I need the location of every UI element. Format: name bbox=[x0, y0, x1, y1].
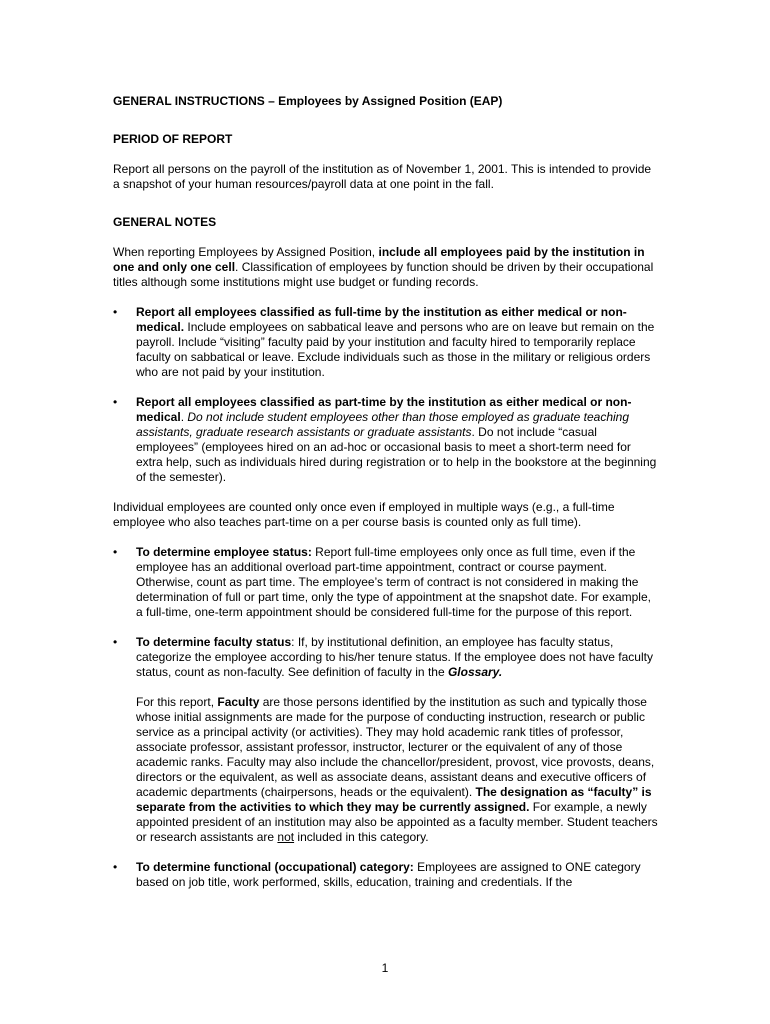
faculty-text: are those persons identified by the institution as such and typically those whose initial assignments are made for the purpose of conducting instruction, research or public service as a principal activity (or activities). They may hold academic rank titles of professor, associate professor, assistant professor, instructor, lecturer or the equivalent of any of those academic ranks. Faculty may also include the chancellor/president, provost, vice provosts, deans, directors or the equivalent, as well as associate deans, assistant deans and executive officers of academic departments (chairpersons, heads or the equivalent). bbox=[136, 695, 655, 799]
list-item bbox=[113, 860, 658, 890]
faculty-text: included in this category. bbox=[294, 830, 429, 844]
bullet-list bbox=[113, 305, 658, 485]
bullet-list bbox=[113, 545, 658, 890]
bullet-lead: Report all employees classified as part-time by the institution as either medical or non-medical bbox=[136, 395, 632, 424]
document-title: GENERAL INSTRUCTIONS – Employees by Assigned Position (EAP) bbox=[113, 94, 503, 108]
list-item bbox=[113, 305, 658, 380]
bullet-icon: • bbox=[113, 635, 118, 649]
bullet-lead: To determine functional (occupational) category: bbox=[136, 860, 414, 874]
faculty-definition bbox=[136, 695, 658, 845]
intro-part: When reporting Employees by Assigned Position, bbox=[113, 245, 379, 259]
bullet-lead: Report all employees classified as full-time by the institution as either medical or non-medical. bbox=[136, 305, 627, 334]
bullet-icon: • bbox=[113, 305, 118, 319]
bullet-text: Include employees on sabbatical leave and persons who are on leave but remain on the payroll. Include “visiting” faculty paid by your institution and faculty hired to temporarily replace faculty on sabbatical or leave. Exclude individuals such as those in the military or religious orders who are not paid by your institution. bbox=[136, 320, 655, 379]
intro-part: . Classification of employees by function should be driven by their occupational titles although some institutions might use budget or funding records. bbox=[113, 260, 654, 289]
bullet-text: . bbox=[180, 410, 188, 424]
list-item bbox=[113, 635, 658, 845]
bullet-text: Report full-time employees only once as full time, even if the employee has an additional overload part-time appointment, contract or course payment. Otherwise, count as part time. The employee’s term of contract is not considered in making the determination of full or part time, only the type of appointment at the snapshot date. For example, a full-time, one-term appointment should be considered full-time for the purpose of this report. bbox=[136, 545, 651, 619]
faculty-emphasis: The designation as “faculty” is separate from the activities to which they may be currently assigned. bbox=[136, 785, 652, 814]
bullet-text: : If, by institutional definition, an employee has faculty status, categorize the employee according to his/her tenure status. If the employee does not have faculty status, count as non-faculty. See definition of faculty in the bbox=[136, 635, 653, 679]
bullet-icon: • bbox=[113, 545, 118, 559]
document-page bbox=[113, 94, 658, 890]
period-text: Report all persons on the payroll of the institution as of November 1, 2001. This is intended to provide a snapshot of your human resources/payroll data at one point in the fall. bbox=[113, 162, 652, 191]
faculty-text: For example, a newly appointed president of an institution may also be appointed as a faculty member. Student teachers or research assistants are bbox=[136, 800, 658, 844]
bullet-italic: Do not include student employees other than those employed as graduate teaching assistants, graduate research assistants or graduate assistants bbox=[136, 410, 630, 439]
bullet-lead: To determine faculty status bbox=[136, 635, 292, 649]
bullet-icon: • bbox=[113, 395, 118, 409]
glossary-reference: Glossary. bbox=[447, 665, 503, 679]
general-intro bbox=[113, 245, 658, 290]
general-notes-heading: GENERAL NOTES bbox=[113, 215, 217, 229]
individual-note: Individual employees are counted only once even if employed in multiple ways (e.g., a full-time employee who also teaches part-time on a per course basis is counted only as full time). bbox=[113, 500, 615, 529]
bullet-text: . Do not include “casual employees” (employees hired on an ad-hoc or occasional basis to meet a short-term need for extra help, such as individuals hired during registration or to help in the bookstore at the beginning of the semester). bbox=[136, 425, 657, 484]
bullet-text: Employees are assigned to ONE category based on job title, work performed, skills, education, training and credentials. If the bbox=[136, 860, 641, 889]
list-item bbox=[113, 395, 658, 485]
faculty-not: not bbox=[277, 830, 295, 844]
bullet-lead: To determine employee status: bbox=[136, 545, 312, 559]
list-item bbox=[113, 545, 658, 620]
faculty-term: Faculty bbox=[217, 695, 260, 709]
intro-emphasis: include all employees paid by the institution in one and only one cell bbox=[113, 245, 645, 274]
faculty-text: For this report, bbox=[136, 695, 218, 709]
period-heading: PERIOD OF REPORT bbox=[113, 132, 233, 146]
page-number: 1 bbox=[381, 961, 389, 975]
bullet-icon: • bbox=[113, 860, 118, 874]
